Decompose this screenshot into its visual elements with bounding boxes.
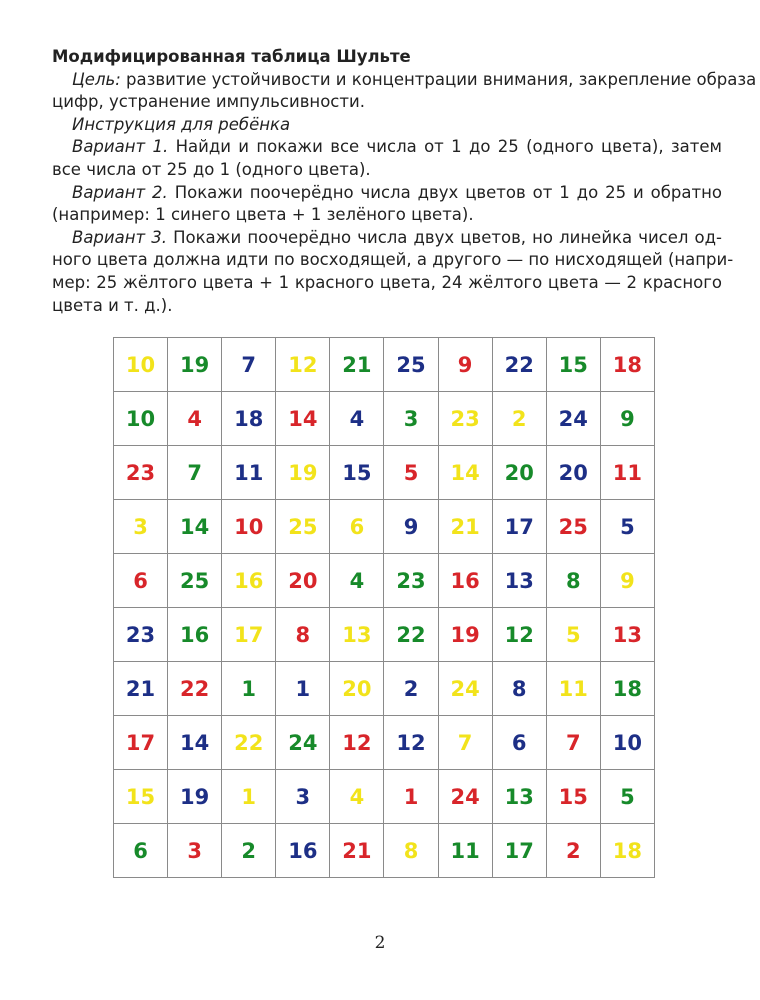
table-cell: 8	[492, 662, 546, 716]
table-cell: 9	[438, 338, 492, 392]
variant2-text-1: Покажи поочерёдно числа двух цветов от 1 до 25 и обратно	[174, 182, 722, 202]
goal-line-2: цифр, устранение импульсивности.	[52, 92, 365, 112]
goal-line-1	[52, 69, 757, 92]
variant3-line-2: ного цвета должна идти по восходящей, а другого — по нисходящей (напри-	[52, 250, 734, 270]
table-cell: 3	[276, 770, 330, 824]
table-cell: 12	[492, 608, 546, 662]
table-cell: 24	[276, 716, 330, 770]
variant2-label: Вариант 2.	[72, 182, 168, 202]
table-cell: 17	[222, 608, 276, 662]
table-cell: 6	[114, 824, 168, 878]
table-cell: 22	[492, 338, 546, 392]
table-cell: 20	[546, 446, 600, 500]
table-row	[114, 608, 655, 662]
goal-text-1: развитие устойчивости и концентрации внимания, закрепление образа	[126, 69, 757, 89]
table-cell: 13	[492, 554, 546, 608]
goal-label: Цель:	[72, 69, 121, 89]
table-row	[114, 554, 655, 608]
table-cell: 18	[600, 824, 654, 878]
table-cell: 22	[168, 662, 222, 716]
table-cell: 5	[600, 770, 654, 824]
table-cell: 24	[438, 662, 492, 716]
table-cell: 5	[384, 446, 438, 500]
table-cell: 7	[168, 446, 222, 500]
table-cell: 3	[384, 392, 438, 446]
page-number: 2	[374, 933, 386, 953]
table-cell: 20	[330, 662, 384, 716]
table-cell: 13	[600, 608, 654, 662]
table-cell: 23	[114, 446, 168, 500]
table-cell: 5	[546, 608, 600, 662]
table-cell: 18	[222, 392, 276, 446]
table-cell: 2	[492, 392, 546, 446]
variant3-line-4: цвета и т. д.).	[52, 295, 173, 315]
table-cell: 22	[222, 716, 276, 770]
variant1-line-2: все числа от 25 до 1 (одного цвета).	[52, 159, 371, 179]
table-cell: 8	[546, 554, 600, 608]
table-cell: 19	[168, 338, 222, 392]
table-cell: 4	[330, 392, 384, 446]
table-cell: 19	[438, 608, 492, 662]
table-cell: 8	[276, 608, 330, 662]
table-cell: 11	[222, 446, 276, 500]
table-cell: 17	[492, 824, 546, 878]
variant2-line-1	[52, 182, 722, 205]
table-cell: 9	[600, 392, 654, 446]
table-cell: 2	[546, 824, 600, 878]
table-cell: 21	[114, 662, 168, 716]
table-cell: 17	[114, 716, 168, 770]
table-cell: 6	[492, 716, 546, 770]
table-cell: 7	[546, 716, 600, 770]
table-cell: 14	[276, 392, 330, 446]
table-row	[114, 824, 655, 878]
table-cell: 23	[114, 608, 168, 662]
table-cell: 7	[222, 338, 276, 392]
variant1-line-1	[52, 136, 722, 159]
table-cell: 23	[384, 554, 438, 608]
table-cell: 24	[438, 770, 492, 824]
instruction-text	[52, 46, 757, 317]
table-cell: 10	[114, 338, 168, 392]
table-cell: 21	[330, 824, 384, 878]
table-cell: 7	[438, 716, 492, 770]
table-cell: 25	[168, 554, 222, 608]
instruction-heading: Инструкция для ребёнка	[72, 114, 291, 134]
table-cell: 11	[600, 446, 654, 500]
variant1-label: Вариант 1.	[72, 137, 169, 157]
table-cell: 8	[384, 824, 438, 878]
table-cell: 6	[114, 554, 168, 608]
table-cell: 25	[276, 500, 330, 554]
table-cell: 9	[600, 554, 654, 608]
schulte-table	[113, 337, 655, 878]
table-cell: 16	[276, 824, 330, 878]
table-row	[114, 500, 655, 554]
table-cell: 1	[276, 662, 330, 716]
table-cell: 19	[168, 770, 222, 824]
table-cell: 22	[384, 608, 438, 662]
table-cell: 24	[546, 392, 600, 446]
table-cell: 6	[330, 500, 384, 554]
table-cell: 10	[114, 392, 168, 446]
table-cell: 10	[600, 716, 654, 770]
table-cell: 5	[600, 500, 654, 554]
table-cell: 2	[384, 662, 438, 716]
table-cell: 21	[330, 338, 384, 392]
table-cell: 13	[492, 770, 546, 824]
table-cell: 12	[330, 716, 384, 770]
table-cell: 11	[438, 824, 492, 878]
table-cell: 9	[384, 500, 438, 554]
table-cell: 4	[168, 392, 222, 446]
table-cell: 15	[546, 770, 600, 824]
table-cell: 19	[276, 446, 330, 500]
table-cell: 12	[384, 716, 438, 770]
table-cell: 20	[276, 554, 330, 608]
table-row	[114, 716, 655, 770]
table-cell: 16	[168, 608, 222, 662]
table-cell: 14	[438, 446, 492, 500]
variant1-text-1: Найди и покажи все числа от 1 до 25 (одного цвета), затем	[175, 137, 722, 157]
table-cell: 1	[222, 662, 276, 716]
table-row	[114, 662, 655, 716]
variant3-line-1	[52, 227, 722, 250]
table-cell: 2	[222, 824, 276, 878]
table-cell: 18	[600, 662, 654, 716]
table-cell: 16	[438, 554, 492, 608]
table-cell: 4	[330, 770, 384, 824]
table-cell: 4	[330, 554, 384, 608]
variant3-label: Вариант 3.	[72, 227, 167, 247]
page-title: Модифицированная таблица Шульте	[52, 47, 411, 66]
table-cell: 15	[330, 446, 384, 500]
table-cell: 10	[222, 500, 276, 554]
table-cell: 23	[438, 392, 492, 446]
table-row	[114, 338, 655, 392]
table-cell: 16	[222, 554, 276, 608]
table-cell: 20	[492, 446, 546, 500]
table-cell: 21	[438, 500, 492, 554]
table-cell: 15	[114, 770, 168, 824]
table-cell: 14	[168, 500, 222, 554]
table-cell: 1	[222, 770, 276, 824]
variant3-line-3: мер: 25 жёлтого цвета + 1 красного цвета, 24 жёлтого цвета — 2 красного	[52, 272, 722, 292]
table-row	[114, 392, 655, 446]
table-row	[114, 770, 655, 824]
table-cell: 25	[384, 338, 438, 392]
table-cell: 1	[384, 770, 438, 824]
table-cell: 18	[600, 338, 654, 392]
table-cell: 3	[114, 500, 168, 554]
table-cell: 12	[276, 338, 330, 392]
variant2-line-2: (например: 1 синего цвета + 1 зелёного цвета).	[52, 205, 474, 225]
table-cell: 13	[330, 608, 384, 662]
table-cell: 15	[546, 338, 600, 392]
table-cell: 25	[546, 500, 600, 554]
table-cell: 17	[492, 500, 546, 554]
table-cell: 11	[546, 662, 600, 716]
table-row	[114, 446, 655, 500]
table-cell: 3	[168, 824, 222, 878]
table-cell: 14	[168, 716, 222, 770]
variant3-text-1: Покажи поочерёдно числа двух цветов, но линейка чисел од-	[173, 227, 722, 247]
